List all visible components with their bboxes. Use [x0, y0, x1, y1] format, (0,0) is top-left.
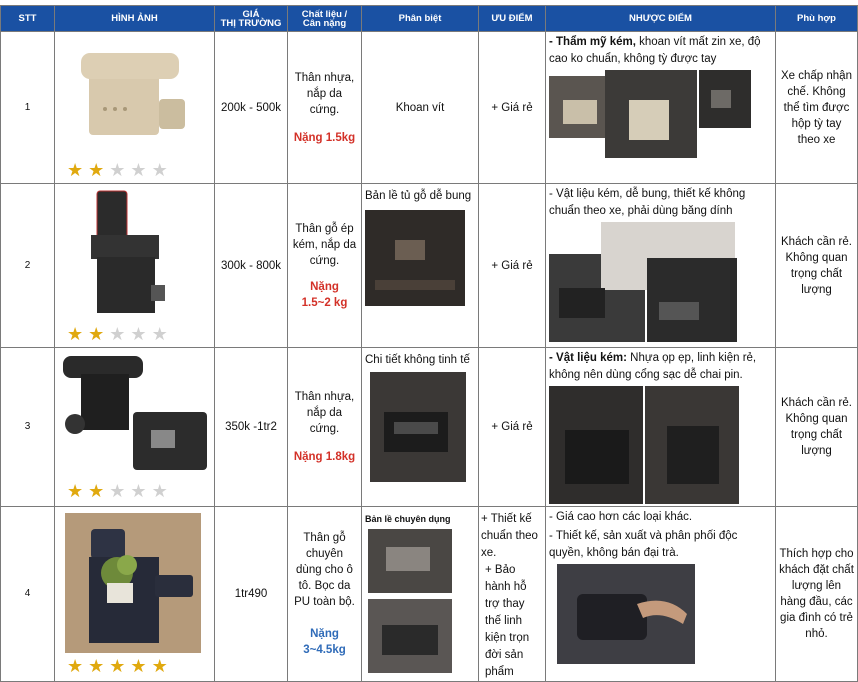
cons-text-2: - Thiết kế, sản xuất và phân phối độc quyền, không bán đại trà.	[549, 530, 738, 559]
star-filled-icon: ★	[130, 656, 147, 676]
product-image-cell	[55, 32, 215, 184]
cons-bold: - Vật liệu kém:	[549, 352, 627, 364]
weight-text: Nặng 1.5kg	[293, 131, 356, 144]
diff-text: Bản lề chuyên dụng	[365, 514, 451, 524]
material-cell	[288, 348, 362, 507]
header-stt: STT	[1, 6, 55, 32]
star-empty-icon: ★	[109, 323, 126, 344]
header-fit: Phù hợp	[776, 6, 858, 32]
header-price-line2: THỊ TRƯỜNG	[220, 17, 282, 29]
star-filled-icon: ★	[109, 656, 126, 676]
header-row	[1, 6, 858, 32]
cons-cell	[546, 184, 776, 348]
material-text: Thân gỗ ép kém, nắp da cứng.	[292, 222, 357, 267]
product-image-cell	[55, 507, 215, 682]
price-cell: 350k -1tr2	[215, 348, 288, 507]
pros-text-1: + Thiết kế chuẩn theo xe.	[481, 513, 538, 559]
diff-text: Chi tiết không tinh tế	[365, 354, 470, 366]
header-cons: NHƯỢC ĐIỂM	[546, 6, 776, 32]
material-cell	[288, 32, 362, 184]
header-material-line1: Chất liệu /	[301, 8, 348, 20]
material-cell	[288, 184, 362, 348]
fit-cell: Xe chấp nhận chế. Không thể tìm được hộp tỳ tay theo xe	[776, 32, 858, 184]
cons-cell	[546, 32, 776, 184]
star-empty-icon: ★	[130, 323, 147, 344]
comparison-table	[0, 5, 858, 682]
cons-cell	[546, 348, 776, 507]
armrest-black-plastic-image	[61, 352, 211, 476]
weight-text: Nặng 1.8kg	[293, 451, 356, 463]
star-filled-icon: ★	[88, 481, 105, 501]
cons-photos	[549, 386, 773, 504]
rating-stars	[67, 161, 168, 179]
cons-text: - Vật liệu kém, dễ bung, thiết kế không chuẩn theo xe, phải dùng băng dính	[549, 188, 746, 217]
price-cell: 300k - 800k	[215, 184, 288, 348]
cons-photos	[549, 222, 773, 342]
diff-cell	[362, 184, 479, 348]
cons-text: khoan vít mất zin xe, độ cao ko chuẩn, không tỳ được tay	[549, 36, 761, 65]
cons-photos	[549, 70, 773, 158]
detail-photo	[370, 372, 466, 482]
table-row	[1, 507, 858, 682]
star-filled-icon: ★	[67, 323, 84, 344]
header-material-line2: Cân nặng	[302, 17, 347, 29]
fit-cell: Khách cần rẻ. Không quan trọng chất lượng	[776, 184, 858, 348]
star-empty-icon: ★	[130, 481, 147, 501]
table-row	[1, 348, 858, 507]
star-filled-icon: ★	[151, 656, 168, 676]
price-cell: 1tr490	[215, 507, 288, 682]
header-price-line1: GIÁ	[242, 8, 260, 20]
diff-cell: Khoan vít	[362, 32, 479, 184]
header-price	[215, 6, 288, 32]
hinge-photo	[365, 210, 465, 306]
star-empty-icon: ★	[151, 323, 168, 344]
armrest-black-wood-image	[83, 189, 183, 319]
star-empty-icon: ★	[151, 159, 168, 180]
material-text: Thân nhựa, nắp da cứng.	[294, 71, 355, 116]
row-stt: 4	[1, 507, 55, 682]
row-stt: 1	[1, 32, 55, 184]
rating-stars	[67, 657, 168, 675]
weight-text: Nặng 1.5~2 kg	[301, 280, 348, 309]
row-stt: 3	[1, 348, 55, 507]
product-image-cell	[55, 184, 215, 348]
table-row	[1, 184, 858, 348]
diff-cell	[362, 348, 479, 507]
rating-stars	[67, 482, 168, 500]
header-diff: Phân biệt	[362, 6, 479, 32]
cons-cell	[546, 507, 776, 682]
star-empty-icon: ★	[109, 159, 126, 180]
diff-cell	[362, 507, 479, 682]
pros-cell: + Giá rẻ	[479, 348, 546, 507]
cons-bold: - Thẩm mỹ kém,	[549, 36, 636, 48]
row-stt: 2	[1, 184, 55, 348]
armrest-beige-image	[75, 39, 195, 147]
armrest-premium-image	[65, 513, 201, 653]
material-text: Thân nhựa, nắp da cứng.	[294, 391, 355, 435]
rating-stars	[67, 325, 168, 343]
star-filled-icon: ★	[88, 159, 105, 180]
fit-cell: Khách cần rẻ. Không quan trọng chất lượng	[776, 348, 858, 507]
product-image-cell	[55, 348, 215, 507]
price-cell: 200k - 500k	[215, 32, 288, 184]
pros-text-2: + Bảo hành hỗ trợ thay thế linh kiện trọn đời sản phẩm	[485, 564, 530, 678]
fit-cell: Thích hợp cho khách đặt chất lượng lên hàng đầu, các gia đình có trẻ nhỏ.	[776, 507, 858, 682]
header-material	[288, 6, 362, 32]
star-filled-icon: ★	[67, 656, 84, 676]
weight-text: Nặng 3~4.5kg	[303, 628, 346, 656]
pros-cell	[479, 507, 546, 682]
star-empty-icon: ★	[151, 481, 168, 501]
material-cell	[288, 507, 362, 682]
header-pros: ƯU ĐIỂM	[479, 6, 546, 32]
star-empty-icon: ★	[130, 159, 147, 180]
star-filled-icon: ★	[88, 656, 105, 676]
cons-text-1: - Giá cao hơn các loại khác.	[549, 511, 693, 523]
cons-photo	[557, 564, 695, 664]
cons-text: Nhựa ọp ẹp, linh kiện rẻ, không nên dùng cổng sạc dễ chai pin.	[549, 352, 757, 381]
pros-cell: + Giá rẻ	[479, 32, 546, 184]
hinge-photo	[368, 529, 452, 673]
header-image: HÌNH ẢNH	[55, 6, 215, 32]
star-filled-icon: ★	[88, 323, 105, 344]
diff-text: Bản lề tủ gỗ dễ bung	[365, 190, 472, 202]
material-text: Thân gỗ chuyên dùng cho ô tô. Bọc da PU toàn bộ.	[294, 532, 355, 608]
pros-cell: + Giá rẻ	[479, 184, 546, 348]
table-row	[1, 32, 858, 184]
star-filled-icon: ★	[67, 159, 84, 180]
star-filled-icon: ★	[67, 481, 84, 501]
star-empty-icon: ★	[109, 481, 126, 501]
